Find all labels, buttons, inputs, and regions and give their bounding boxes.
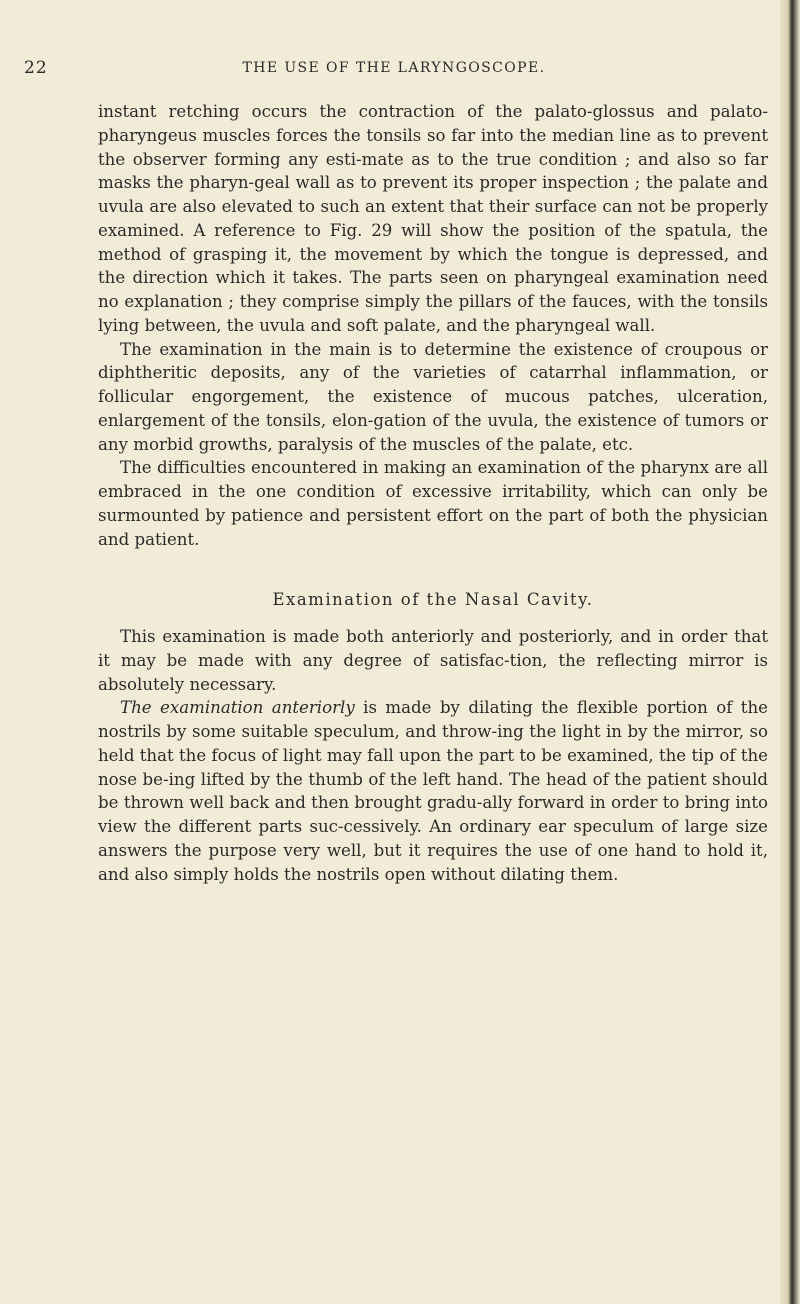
paragraph	[98, 696, 768, 886]
paragraph: The difficulties encountered in making an examination of the pharynx are all embraced in the one condition of excessive irritability, which can only be surmounted by patience and persistent effort on the part of both the physician and patient.	[98, 458, 768, 549]
running-head: THE USE OF THE LARYNGOSCOPE.	[242, 60, 546, 76]
page-number: 22	[24, 58, 48, 78]
paragraph: instant retching occurs the contraction of the palato-glossus and palato-pharyngeus muscles forces the tonsils so far into the median line as to prevent the observer forming any esti-mate as to the true condition ; and also so far masks the pharyn-geal wall as to prevent its proper inspection ; the palate and uvula are also elevated to such an extent that their surface can not be properly examined. A reference to Fig. 29 will show the position of the spatula, the method of grasping it, the movement by which the tongue is depressed, and the direction which it takes. The parts seen on pharyngeal examination need no explanation ; they comprise simply the pillars of the fauces, with the tonsils lying between, the uvula and soft palate, and the pharyngeal wall.	[98, 102, 768, 335]
paragraph-text: is made by dilating the flexible portion of the nostrils by some suitable speculum, and throw-ing the light in by the mirror, so held that the focus of light may fall upon the part to be examined, the tip of the nose be-ing lifted by the thumb of the left hand. The head of the patient should be thrown well back and then brought gradu-ally forward in order to bring into view the different parts suc-cessively. An ordinary ear speculum of large size answers the purpose very well, but it requires the use of one hand to hold it, and also simply holds the nostrils open without dilating them.	[98, 698, 768, 884]
page-header	[24, 58, 764, 80]
section-heading: Examination of the Nasal Cavity.	[272, 590, 594, 610]
italic-phrase: The examination anteriorly	[120, 698, 355, 718]
paragraph: The examination in the main is to determine the existence of croupous or diphtheritic deposits, any of the varieties of catarrhal inflammation, or follicular engorgement, the existence of mucous patches, ulceration, enlargement of the tonsils, elon-gation of the uvula, the existence of tumors or any morbid growths, paralysis of the muscles of the palate, etc.	[98, 339, 768, 454]
page-body	[98, 100, 768, 886]
page-edge-shadow	[780, 0, 800, 1304]
paragraph: This examination is made both anteriorly and posteriorly, and in order that it may be made with any degree of satisfac-tion, the reflecting mirror is absolutely necessary.	[98, 627, 768, 694]
